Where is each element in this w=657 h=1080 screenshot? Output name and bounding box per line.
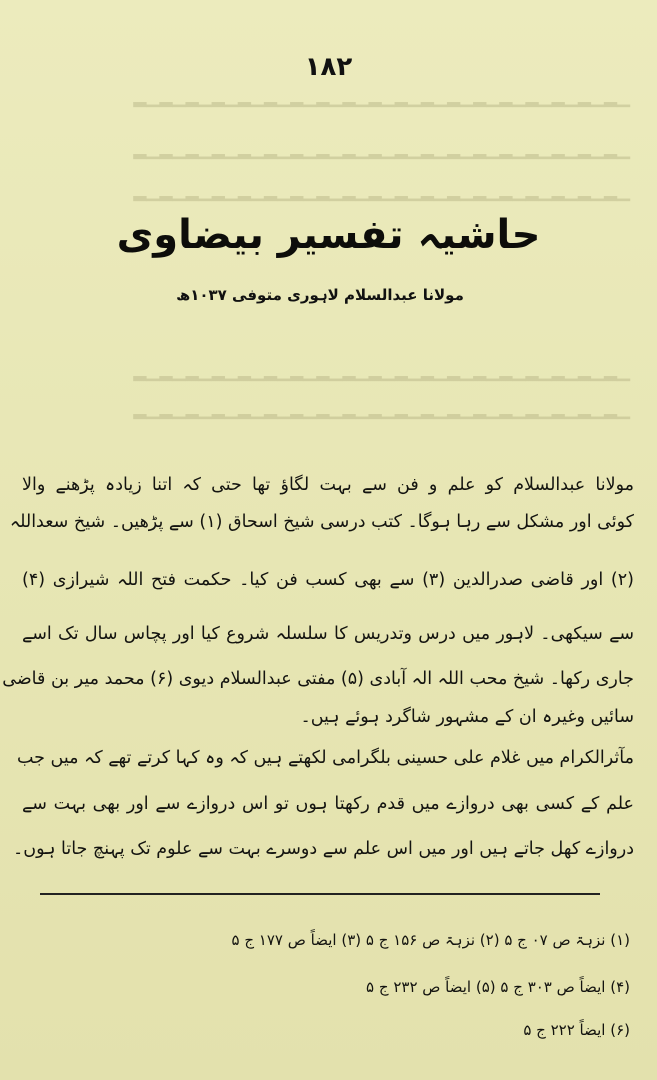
body-line: مولانا عبدالسلام کو علم و فن سے بہت لگاؤ تھا حتی کہ اتنا زیادہ پڑھنے والا bbox=[22, 475, 634, 495]
body-line: دروازے کھل جاتے ہیں اور میں اس علم سے دوسرے بہت سے علوم تک پہنچ جاتا ہوں۔ bbox=[13, 839, 634, 859]
bleed-through-ghost-5: ▁▂▁▂▁▂▁▂▁▂▁▂▁▂▁▂▁▂▁▂▁▂▁▂▁▂▁▂▁▂▁▂▁▂▁▂▁▂ bbox=[133, 400, 630, 420]
author-line: مولانا عبدالسلام لاہوری متوفی ۱۰۳۷ھ bbox=[176, 286, 464, 304]
footnote-line: (۶) ایضاً ۲۲۲ ج ۵ bbox=[523, 1021, 630, 1039]
article-title: حاشیہ تفسیر بیضاوی bbox=[116, 212, 541, 258]
body-line: کوئی اور مشکل سے رہا ہوگا۔ کتب درسی شیخ اسحاق (۱) سے پڑھیں۔ شیخ سعداللہ bbox=[9, 512, 634, 532]
bleed-through-ghost-1: ▁▂▁▂▁▂▁▂▁▂▁▂▁▂▁▂▁▂▁▂▁▂▁▂▁▂▁▂▁▂▁▂▁▂▁▂▁▂ bbox=[133, 88, 630, 108]
body-line: مآثرالکرام میں غلام علی حسینی بلگرامی لکھتے ہیں کہ وہ کہا کرتے تھے کہ میں جب bbox=[16, 748, 634, 768]
body-line: جاری رکھا۔ شیخ محب اللہ الہ آبادی (۵) مفتی عبدالسلام دیوی (۶) محمد میر بن قاضی bbox=[2, 669, 634, 689]
body-line: سائیں وغیرہ ان کے مشہور شاگرد ہوئے ہیں۔ bbox=[300, 707, 634, 727]
body-line: علم کے کسی بھی دروازے میں قدم رکھتا ہوں تو اس دروازے سے اور بھی بہت سے bbox=[22, 794, 634, 814]
footnote-line: (۴) ایضاً ص ۳۰۳ ج ۵ (۵) ایضاً ص ۲۳۲ ج ۵ bbox=[366, 978, 630, 996]
footnote-line: (۱) نزہۃ ص ۰۷ ج ۵ (۲) نزہۃ ص ۱۵۶ ج ۵ (۳) ایضاً ص ۱۷۷ ج ۵ bbox=[231, 931, 630, 949]
footnote-divider bbox=[40, 893, 600, 895]
body-line: سے سیکھی۔ لاہور میں درس وتدریس کا سلسلہ شروع کیا اور پچاس سال تک اسے bbox=[22, 624, 634, 644]
bleed-through-ghost-2: ▁▂▁▂▁▂▁▂▁▂▁▂▁▂▁▂▁▂▁▂▁▂▁▂▁▂▁▂▁▂▁▂▁▂▁▂▁▂ bbox=[133, 140, 630, 160]
body-line: (۲) اور قاضی صدرالدین (۳) سے بھی کسب فن کیا۔ حکمت فتح اللہ شیرازی (۴) bbox=[22, 570, 634, 590]
bleed-through-ghost-4: ▁▂▁▂▁▂▁▂▁▂▁▂▁▂▁▂▁▂▁▂▁▂▁▂▁▂▁▂▁▂▁▂▁▂▁▂▁▂ bbox=[133, 362, 630, 382]
page-number: ۱۸۲ bbox=[304, 52, 353, 82]
bleed-through-ghost-3: ▁▂▁▂▁▂▁▂▁▂▁▂▁▂▁▂▁▂▁▂▁▂▁▂▁▂▁▂▁▂▁▂▁▂▁▂▁▂ bbox=[133, 182, 630, 202]
